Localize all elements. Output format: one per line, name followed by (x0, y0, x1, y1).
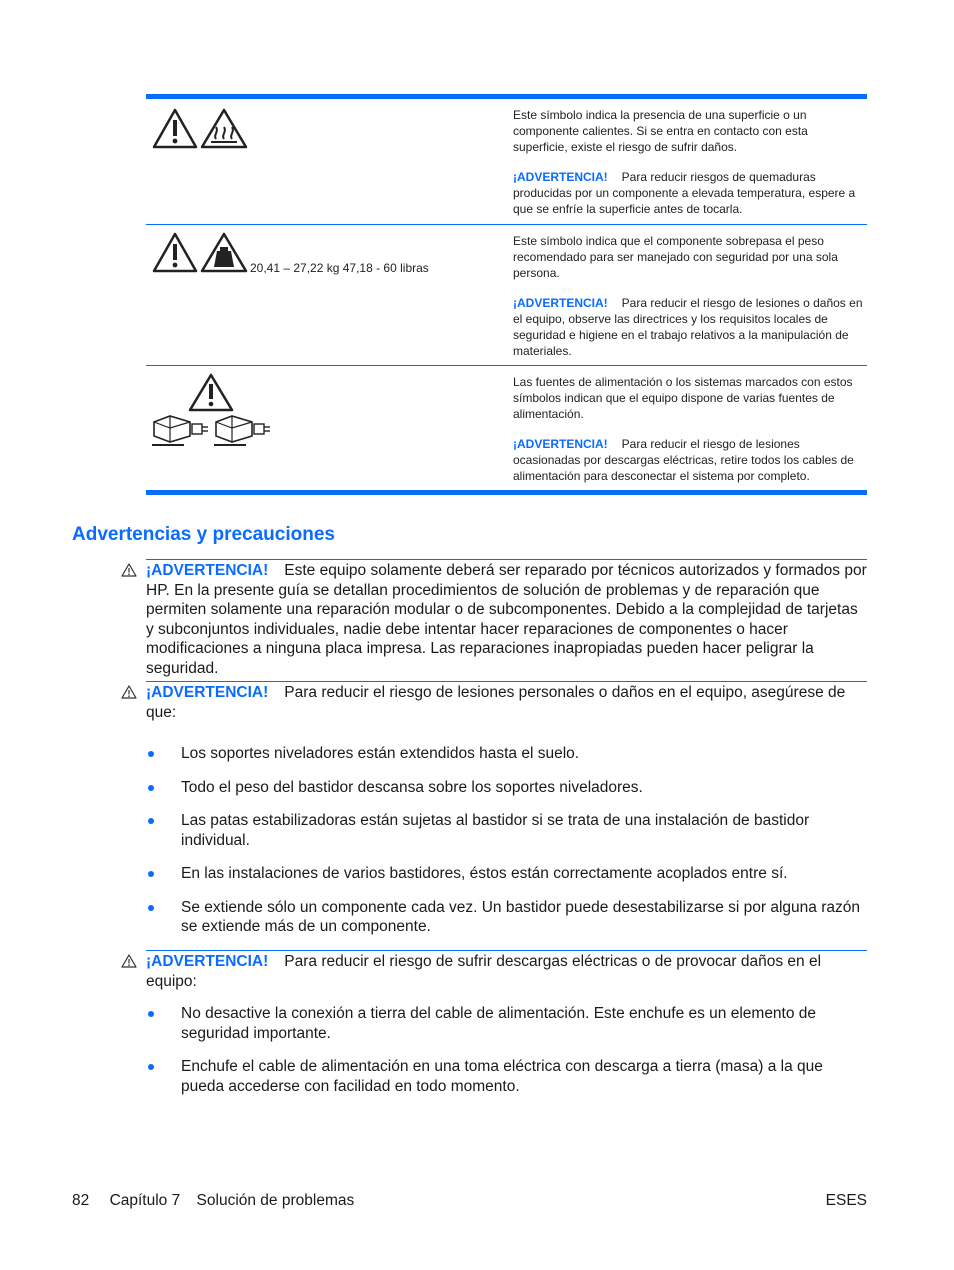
list-item (146, 1057, 867, 1096)
bullet-icon (148, 751, 154, 757)
symbol-row-hot-surface (146, 99, 867, 225)
list-item (146, 898, 867, 937)
warning-text: Para reducir el riesgo de sufrir descargas eléctricas o de provocar daños en el equipo: (146, 953, 822, 990)
warning-triangle-icon (188, 372, 234, 412)
notice-body (146, 682, 867, 722)
bullet-icon (148, 1011, 154, 1017)
warning-text: Para reducir el riesgo de lesiones ocasionadas por descargas eléctricas, retire todos los cables de alimentación para desconectar el sistema por completo. (513, 437, 854, 483)
footer-locale: ESES (825, 1192, 867, 1209)
symbol-description: Este símbolo indica que el componente sobrepasa el peso recomendado para ser manejado con seguridad por una sola persona. (513, 234, 838, 280)
bullet-icon (148, 1064, 154, 1070)
warning-label: ¡ADVERTENCIA! (146, 953, 269, 970)
symbol-row-heavy-weight (146, 225, 867, 366)
list-item (146, 864, 867, 884)
bullet-list (146, 1004, 867, 1110)
warning-triangle-icon (152, 107, 198, 149)
symbol-warning (513, 436, 863, 484)
warning-notice (146, 559, 867, 678)
chapter-label: Capítulo 7 (109, 1192, 181, 1209)
warning-triangle-icon (152, 231, 198, 273)
warning-label: ¡ADVERTENCIA! (513, 170, 608, 184)
list-item-text: Enchufe el cable de alimentación en una toma eléctrica con descarga a tierra (masa) a la que pueda accederse con facilidad en todo momento. (181, 1058, 823, 1095)
warning-label: ¡ADVERTENCIA! (513, 437, 608, 451)
power-supply-icon (150, 412, 212, 450)
warning-triangle-icon (121, 954, 137, 968)
list-item-text: Las patas estabilizadoras están sujetas al bastidor si se trata de una instalación de bastidor individual. (181, 812, 810, 849)
symbol-cell (146, 225, 506, 365)
section-title: Advertencias y precauciones (72, 524, 335, 545)
weight-range: 20,41 – 27,22 kg 47,18 - 60 libras (250, 261, 429, 275)
symbol-description: Las fuentes de alimentación o los sistemas marcados con estos símbolos indican que el equipo dispone de varias fuentes de alimentación. (513, 375, 853, 421)
list-item (146, 811, 867, 850)
list-item (146, 778, 867, 798)
symbol-description: Este símbolo indica la presencia de una superficie o un componente calientes. Si se entra en contacto con esta superficie, existe el riesgo de sufrir daños. (513, 108, 808, 154)
power-supply-icon (212, 412, 274, 450)
notice-body (146, 560, 867, 678)
warning-label: ¡ADVERTENCIA! (146, 684, 269, 701)
chapter-title: Solución de problemas (196, 1192, 355, 1209)
warning-text: Para reducir el riesgo de lesiones o daños en el equipo, observe las directrices y los requisitos locales de seguridad e higiene en el trabajo relativos a la manipulación de materiales. (513, 296, 863, 358)
symbol-row-multiple-power (146, 366, 867, 490)
list-item-text: Todo el peso del bastidor descansa sobre los soportes niveladores. (181, 778, 643, 796)
list-item (146, 1004, 867, 1043)
bullet-icon (148, 818, 154, 824)
notice-body (146, 951, 867, 991)
symbol-description-cell (506, 225, 867, 365)
warning-text: Para reducir el riesgo de lesiones personales o daños en el equipo, asegúrese de que: (146, 684, 846, 721)
list-item (146, 744, 867, 764)
warning-text: Este equipo solamente deberá ser reparado por técnicos autorizados y formados por HP. En la presente guía se detallan procedimientos de solución de problemas y de reparación que permiten solamente una reparación modular o de subcomponentes. Debido a la complejidad de tarjetas y subconjuntos individuales, nadie debe intentar hacer reparaciones de componentes o hacer modificaciones a ninguna placa impresa. Las reparaciones inapropiadas pueden hacer peligrar la seguridad. (146, 562, 867, 677)
page-number: 82 (72, 1192, 90, 1209)
list-item-text: Se extiende sólo un componente cada vez. Un bastidor puede desestabilizarse si por alguna razón se extiende más de un componente. (181, 898, 860, 935)
list-item-text: En las instalaciones de varios bastidores, éstos están correctamente acoplados entre sí. (181, 865, 788, 882)
bullet-icon (148, 905, 154, 911)
page-footer (72, 1192, 354, 1210)
heavy-weight-icon (200, 231, 248, 273)
bullet-list (146, 744, 867, 951)
symbol-description-cell (506, 99, 867, 224)
bullet-icon (148, 785, 154, 791)
symbol-description-cell (506, 366, 867, 490)
bullet-icon (148, 871, 154, 877)
warning-label: ¡ADVERTENCIA! (146, 562, 269, 579)
symbol-cell (146, 99, 506, 224)
list-item-text: No desactive la conexión a tierra del cable de alimentación. Este enchufe es un elemento de seguridad importante. (181, 1005, 817, 1042)
hot-surface-icon (200, 107, 248, 149)
symbol-warning (513, 169, 863, 217)
symbol-cell (146, 366, 506, 490)
warning-text: Para reducir riesgos de quemaduras producidas por un componente a elevada temperatura, espere a que se enfríe la superficie antes de tocarla. (513, 170, 856, 216)
symbol-warning (513, 295, 863, 359)
warning-triangle-icon (121, 563, 137, 577)
warning-triangle-icon (121, 685, 137, 699)
list-item-text: Los soportes niveladores están extendidos hasta el suelo. (181, 745, 580, 762)
warning-notice (146, 681, 867, 722)
warning-notice (146, 950, 867, 991)
warning-label: ¡ADVERTENCIA! (513, 296, 608, 310)
symbols-table (146, 94, 867, 495)
